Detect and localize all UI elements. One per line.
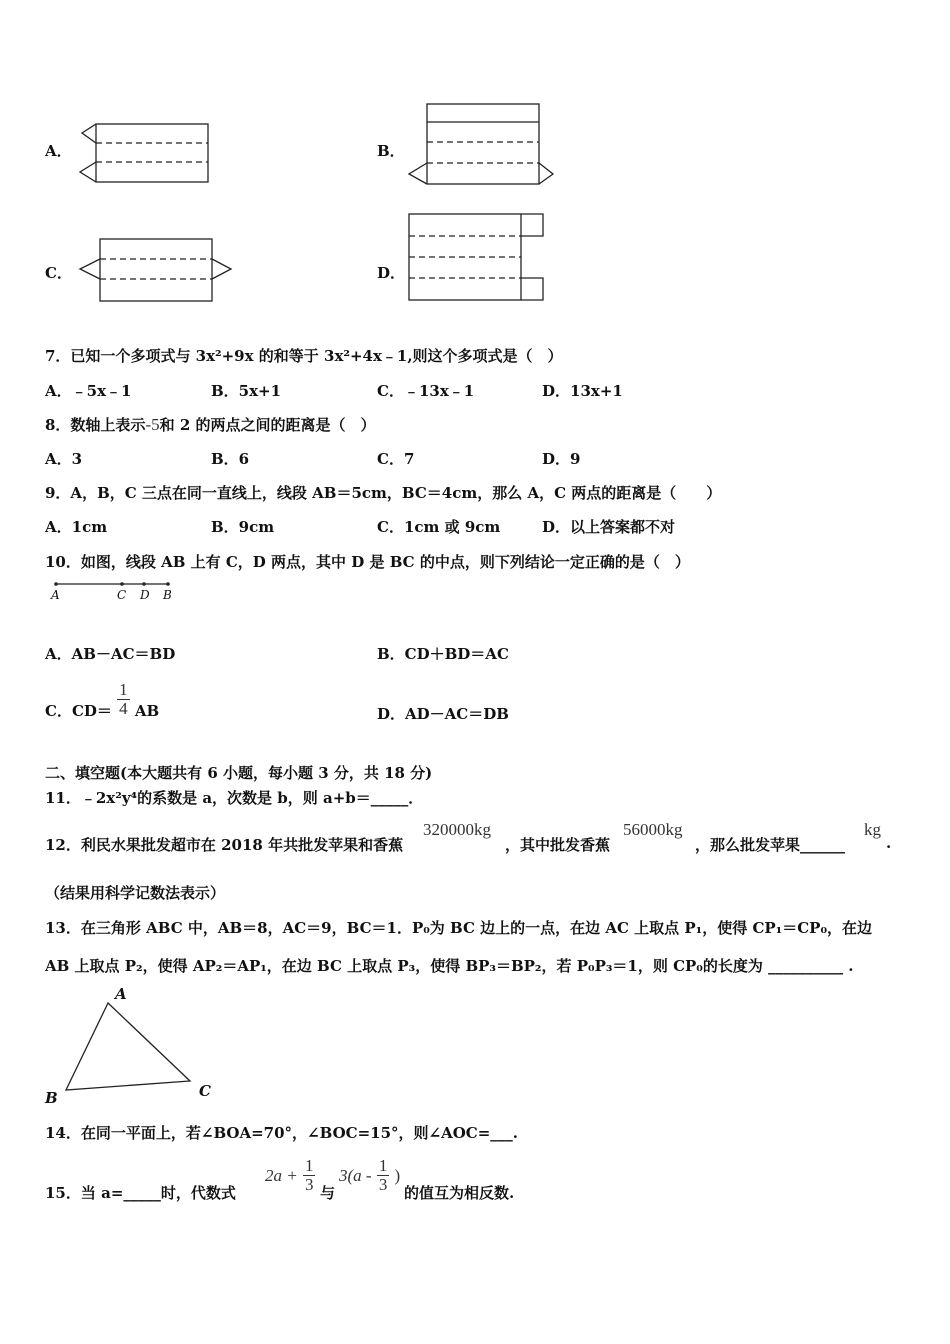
q10-fraction-quarter — [117, 681, 130, 718]
q10-stem: 10．如图，线段 AB 上有 C，D 两点，其中 D 是 BC 的中点，则下列结论一定正确的是（ ） — [45, 553, 690, 571]
q10-label-c: C — [117, 588, 127, 602]
q12-part3: ，那么批发苹果______ — [695, 836, 846, 854]
q13-line1: 13．在三角形 ABC 中，AB＝8，AC＝9，BC＝1．P₀为 BC 边上的一点，在边 AC 上取点 P₁，使得 CP₁＝CP₀，在边 — [45, 919, 873, 937]
q13-triangle-figure — [60, 995, 200, 1095]
q6-option-a-label: A． — [45, 142, 72, 160]
q15-fraction-2-denominator: 3 — [378, 1175, 388, 1194]
q15-fraction-1 — [303, 1157, 316, 1194]
q10-option-c-post: AB — [134, 701, 160, 720]
q8-negative-five: -5 — [145, 415, 160, 434]
q10-option-d: D．AD－AC＝DB — [377, 705, 509, 723]
q10-label-a: A — [51, 588, 60, 602]
q10-option-c — [45, 678, 159, 721]
q12-value-total: 320000kg — [423, 820, 491, 839]
q8-stem-start: 8．数轴上表示 — [45, 416, 146, 434]
q6-figure-d — [405, 210, 550, 305]
q15-expr1-text: 2a + — [265, 1165, 298, 1185]
q7-option-c: C．﹣13x﹣1 — [377, 382, 475, 400]
q6-option-d-label: D． — [377, 264, 406, 282]
q12-unit: kg — [864, 820, 881, 839]
q10-option-c-pre: C．CD＝ — [45, 702, 112, 720]
q15-expression-2 — [339, 1157, 400, 1194]
q6-figure-a — [78, 118, 213, 188]
q8-option-c: C．7 — [377, 450, 415, 468]
q10-label-d: D — [140, 588, 150, 602]
q15-post: 的值互为相反数. — [404, 1184, 515, 1202]
q15-fraction-2 — [377, 1157, 390, 1194]
q6-figure-b — [405, 100, 560, 190]
q14-stem: 14．在同一平面上，若∠BOA=70°，∠BOC=15°，则∠AOC=___. — [45, 1124, 519, 1142]
q7-option-d: D．13x+1 — [542, 382, 623, 400]
q12-value-banana: 56000kg — [623, 820, 683, 839]
q15-expression-1 — [265, 1157, 315, 1194]
q6-option-c-label: C． — [45, 264, 72, 282]
q9-option-b: B．9cm — [211, 518, 275, 536]
q6-option-b-label: B． — [377, 142, 405, 160]
q15-pre: 15．当 a=_____时，代数式 — [45, 1184, 236, 1202]
q9-stem: 9．A，B，C 三点在同一直线上，线段 AB＝5cm，BC＝4cm，那么 A，C 两点的距离是（ ） — [45, 484, 722, 502]
q13-vertex-a: A — [115, 985, 127, 1003]
q13-vertex-c: C — [199, 1082, 211, 1100]
q7-stem: 7．已知一个多项式与 3x²+9x 的和等于 3x²+4x﹣1,则这个多项式是（ ） — [45, 347, 563, 365]
q9-option-a: A．1cm — [45, 518, 108, 536]
q8-option-d: D．9 — [542, 450, 581, 468]
section-heading-fill-blank: 二、填空题(本大题共有 6 小题，每小题 3 分，共 18 分) — [45, 764, 433, 782]
q8-option-a: A．3 — [45, 450, 83, 468]
q12-note: （结果用科学记数法表示） — [45, 884, 226, 902]
q15-fraction-2-numerator: 1 — [378, 1156, 388, 1175]
q12-end: . — [886, 834, 892, 852]
q15-fraction-1-numerator: 1 — [304, 1156, 314, 1175]
q8-option-b: B．6 — [211, 450, 250, 468]
q13-vertex-b: B — [45, 1089, 58, 1107]
q10-option-a: A．AB－AC＝BD — [45, 645, 176, 663]
q6-figure-c — [76, 235, 241, 305]
q10-fraction-denominator: 4 — [119, 699, 128, 718]
q15-expr2-close: ) — [394, 1165, 401, 1185]
q10-fraction-numerator: 1 — [119, 680, 128, 699]
q9-option-d: D．以上答案都不对 — [542, 518, 676, 536]
q10-option-b: B．CD＋BD＝AC — [377, 645, 509, 663]
q15-mid: 与 — [320, 1184, 336, 1202]
q7-option-a: A．﹣5x﹣1 — [45, 382, 132, 400]
q13-line2: AB 上取点 P₂，使得 AP₂＝AP₁，在边 BC 上取点 P₃，使得 BP₃＝BP₂，若 P₀P₃＝1，则 CP₀的长度为 __________ . — [45, 957, 854, 975]
q12-part1: 12．利民水果批发超市在 2018 年共批发苹果和香蕉 — [45, 836, 404, 854]
q10-segment-figure — [50, 578, 180, 608]
q12-part2: ，其中批发香蕉 — [505, 836, 611, 854]
q15-expr2-text: 3(a - — [339, 1165, 372, 1185]
q8-stem-end: 和 2 的两点之间的距离是（ ） — [159, 416, 376, 434]
q11-stem: 11．﹣2x²y⁴的系数是 a，次数是 b，则 a+b＝_____． — [45, 789, 424, 807]
q10-label-b: B — [163, 588, 172, 602]
q9-option-c: C．1cm 或 9cm — [377, 518, 501, 536]
q8-stem — [45, 414, 376, 435]
q7-option-b: B．5x+1 — [211, 382, 282, 400]
q15-fraction-1-denominator: 3 — [304, 1175, 314, 1194]
